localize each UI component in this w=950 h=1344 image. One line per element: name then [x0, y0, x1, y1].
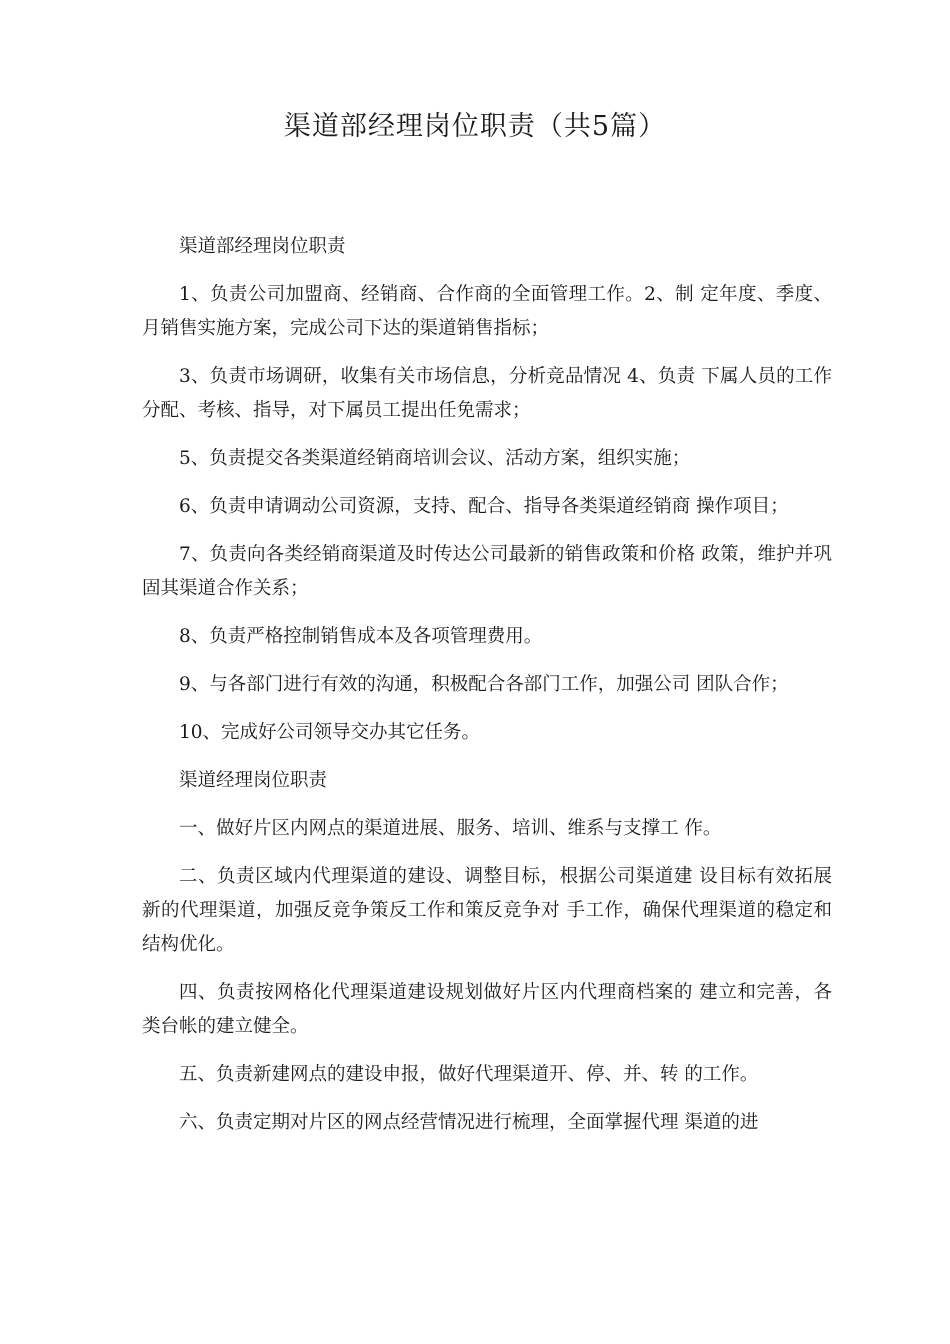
paragraph: 二、负责区域内代理渠道的建设、调整目标，根据公司渠道建 设目标有效拓展新的代理渠道，加强反竞争策反工作和策反竞争对 手工作，确保代理渠道的稳定和结构优化。 — [142, 866, 832, 955]
paragraph: 3、负责市场调研，收集有关市场信息，分析竞品情况 4、负责 下属人员的工作分配、考核、指导，对下属员工提出任免需求； — [142, 366, 832, 421]
paragraph: 四、负责按网格化代理渠道建设规划做好片区内代理商档案的 建立和完善，各类台帐的建立健全。 — [142, 982, 832, 1037]
document-title: 渠道部经理岗位职责（共5篇） — [283, 111, 667, 142]
paragraph: 6、负责申请调动公司资源，支持、配合、指导各类渠道经销商 操作项目； — [179, 496, 789, 517]
paragraph: 一、做好片区内网点的渠道进展、服务、培训、维系与支撑工 作。 — [179, 818, 722, 839]
paragraph: 五、负责新建网点的建设申报，做好代理渠道开、停、并、转 的工作。 — [179, 1064, 759, 1085]
paragraph: 9、与各部门进行有效的沟通，积极配合各部门工作，加强公司 团队合作； — [179, 674, 789, 695]
section-heading: 渠道经理岗位职责 — [179, 770, 328, 791]
paragraph: 8、负责严格控制销售成本及各项管理费用。 — [179, 626, 543, 647]
paragraph: 5、负责提交各类渠道经销商培训会议、活动方案，组织实施； — [179, 448, 691, 469]
section-heading: 渠道部经理岗位职责 — [179, 236, 346, 257]
document-body — [142, 230, 832, 1154]
paragraph: 六、负责定期对片区的网点经营情况进行梳理，全面掌握代理 渠道的进 — [179, 1112, 759, 1133]
paragraph: 7、负责向各类经销商渠道及时传达公司最新的销售政策和价格 政策，维护并巩固其渠道合作关系； — [142, 544, 832, 599]
paragraph: 10、完成好公司领导交办其它任务。 — [179, 722, 481, 743]
paragraph: 1、负责公司加盟商、经销商、合作商的全面管理工作。2、制 定年度、季度、月销售实施方案，完成公司下达的渠道销售指标； — [142, 284, 832, 339]
